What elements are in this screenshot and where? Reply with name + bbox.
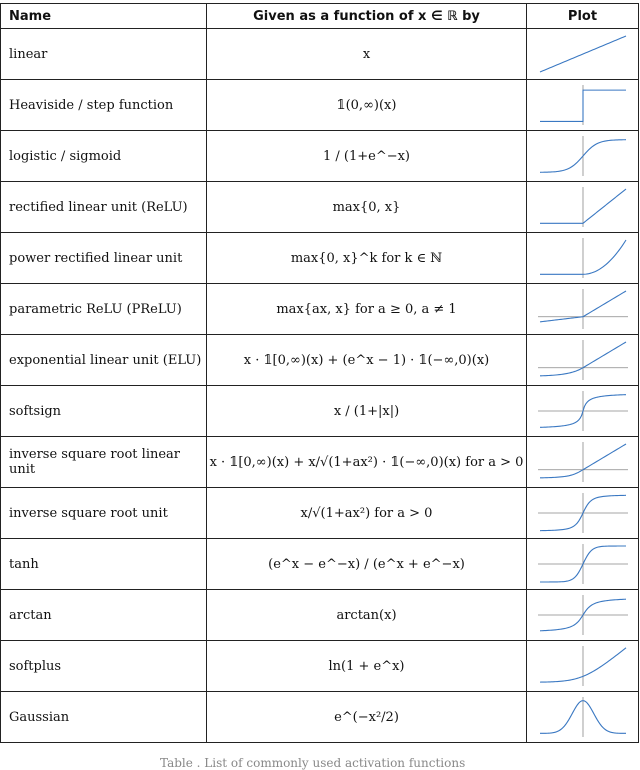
plot-cell [527,641,639,692]
function-name: softplus [1,641,207,692]
plot-cell [527,131,639,182]
function-formula: max{0, x} [207,182,527,233]
function-name: softsign [1,386,207,437]
plot-cell [527,335,639,386]
plot-curve [540,36,626,72]
header-name: Name [1,4,207,29]
plot-curve [540,90,626,121]
function-plot [537,84,629,126]
table-row [1,437,639,488]
function-name: inverse square root unit [1,488,207,539]
function-formula: x · 𝟙[0,∞)(x) + (e^x − 1) · 𝟙(−∞,0)(x) [207,335,527,386]
function-formula: e^(−x²/2) [207,692,527,743]
function-formula: (e^x − e^−x) / (e^x + e^−x) [207,539,527,590]
function-name: linear [1,29,207,80]
header-row [1,4,639,29]
function-formula: arctan(x) [207,590,527,641]
table-row [1,284,639,335]
function-name: tanh [1,539,207,590]
plot-cell [527,182,639,233]
plot-cell [527,233,639,284]
table-row [1,233,639,284]
header-formula: Given as a function of x ∈ ℝ by [207,4,527,29]
table-row [1,29,639,80]
function-plot [537,33,629,75]
table-row [1,539,639,590]
function-formula: x · 𝟙[0,∞)(x) + x/√(1+ax²) · 𝟙(−∞,0)(x) for a > 0 [207,437,527,488]
table-row [1,80,639,131]
function-plot [537,186,629,228]
table-row [1,182,639,233]
function-plot [537,492,629,534]
function-name: exponential linear unit (ELU) [1,335,207,386]
function-formula: x [207,29,527,80]
function-formula: 1 / (1+e^−x) [207,131,527,182]
table-row [1,131,639,182]
function-plot [537,237,629,279]
function-name: Heaviside / step function [1,80,207,131]
table-row [1,335,639,386]
function-formula: max{0, x}^k for k ∈ ℕ [207,233,527,284]
function-formula: x / (1+|x|) [207,386,527,437]
table-row [1,590,639,641]
table-row [1,641,639,692]
table-row [1,488,639,539]
function-name: logistic / sigmoid [1,131,207,182]
function-plot [537,594,629,636]
plot-cell [527,386,639,437]
table-caption: Table . List of commonly used activation functions [160,756,466,770]
activation-functions-table [0,3,639,743]
function-plot [537,288,629,330]
function-name: power rectified linear unit [1,233,207,284]
table-row [1,692,639,743]
plot-cell [527,29,639,80]
function-formula: ln(1 + e^x) [207,641,527,692]
function-name: Gaussian [1,692,207,743]
plot-cell [527,80,639,131]
plot-cell [527,692,639,743]
function-plot [537,339,629,381]
function-plot [537,135,629,177]
function-formula: max{ax, x} for a ≥ 0, a ≠ 1 [207,284,527,335]
function-name: inverse square root linear unit [1,437,207,488]
function-plot [537,543,629,585]
plot-cell [527,488,639,539]
plot-cell [527,284,639,335]
function-name: rectified linear unit (ReLU) [1,182,207,233]
function-name: parametric ReLU (PReLU) [1,284,207,335]
function-plot [537,645,629,687]
function-name: arctan [1,590,207,641]
plot-cell [527,437,639,488]
plot-cell [527,539,639,590]
table-row [1,386,639,437]
plot-cell [527,590,639,641]
function-plot [537,696,629,738]
function-plot [537,390,629,432]
function-formula: x/√(1+ax²) for a > 0 [207,488,527,539]
header-plot: Plot [527,4,639,29]
function-plot [537,441,629,483]
function-formula: 𝟙(0,∞)(x) [207,80,527,131]
